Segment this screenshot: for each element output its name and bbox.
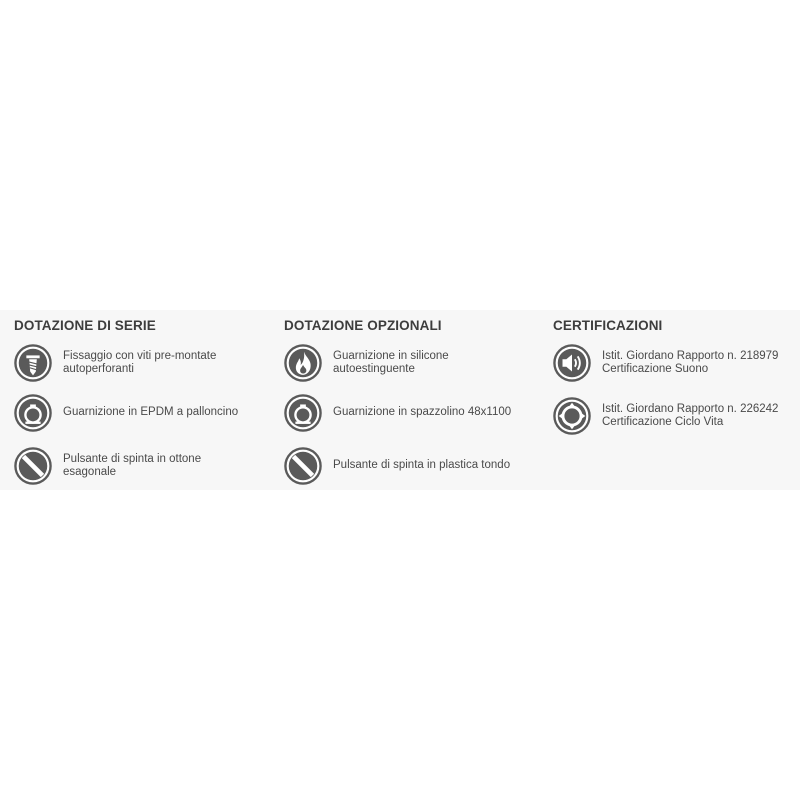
feature-item: Guarnizione in EPDM a palloncino: [14, 393, 264, 433]
speaker-icon: [553, 344, 591, 382]
column-title: CERTIFICAZIONI: [553, 318, 663, 333]
life-cycle-icon: [553, 397, 591, 435]
feature-item: Fissaggio con viti pre-montate autoperforanti: [14, 343, 264, 383]
optional-equipment-column: [284, 318, 544, 472]
certification-item: Istit. Giordano Rapporto n. 226242 Certificazione Ciclo Vita: [553, 396, 800, 436]
flame-icon: [284, 344, 322, 382]
feature-item: Pulsante di spinta in ottone esagonale: [14, 446, 264, 486]
screw-icon: [14, 344, 52, 382]
round-button-icon: [284, 447, 322, 485]
feature-item: Guarnizione in spazzolino 48x1100: [284, 393, 534, 433]
certifications-column: [553, 318, 800, 428]
feature-item: Guarnizione in silicone autoestinguente: [284, 343, 534, 383]
hexagonal-button-icon: [14, 447, 52, 485]
balloon-gasket-icon: [14, 394, 52, 432]
certification-item: Istit. Giordano Rapporto n. 218979 Certificazione Suono: [553, 343, 800, 383]
column-title: DOTAZIONE OPZIONALI: [284, 318, 442, 333]
brush-gasket-icon: [284, 394, 322, 432]
column-title: DOTAZIONE DI SERIE: [14, 318, 156, 333]
standard-equipment-column: [14, 318, 274, 478]
feature-item: Pulsante di spinta in plastica tondo: [284, 446, 534, 486]
